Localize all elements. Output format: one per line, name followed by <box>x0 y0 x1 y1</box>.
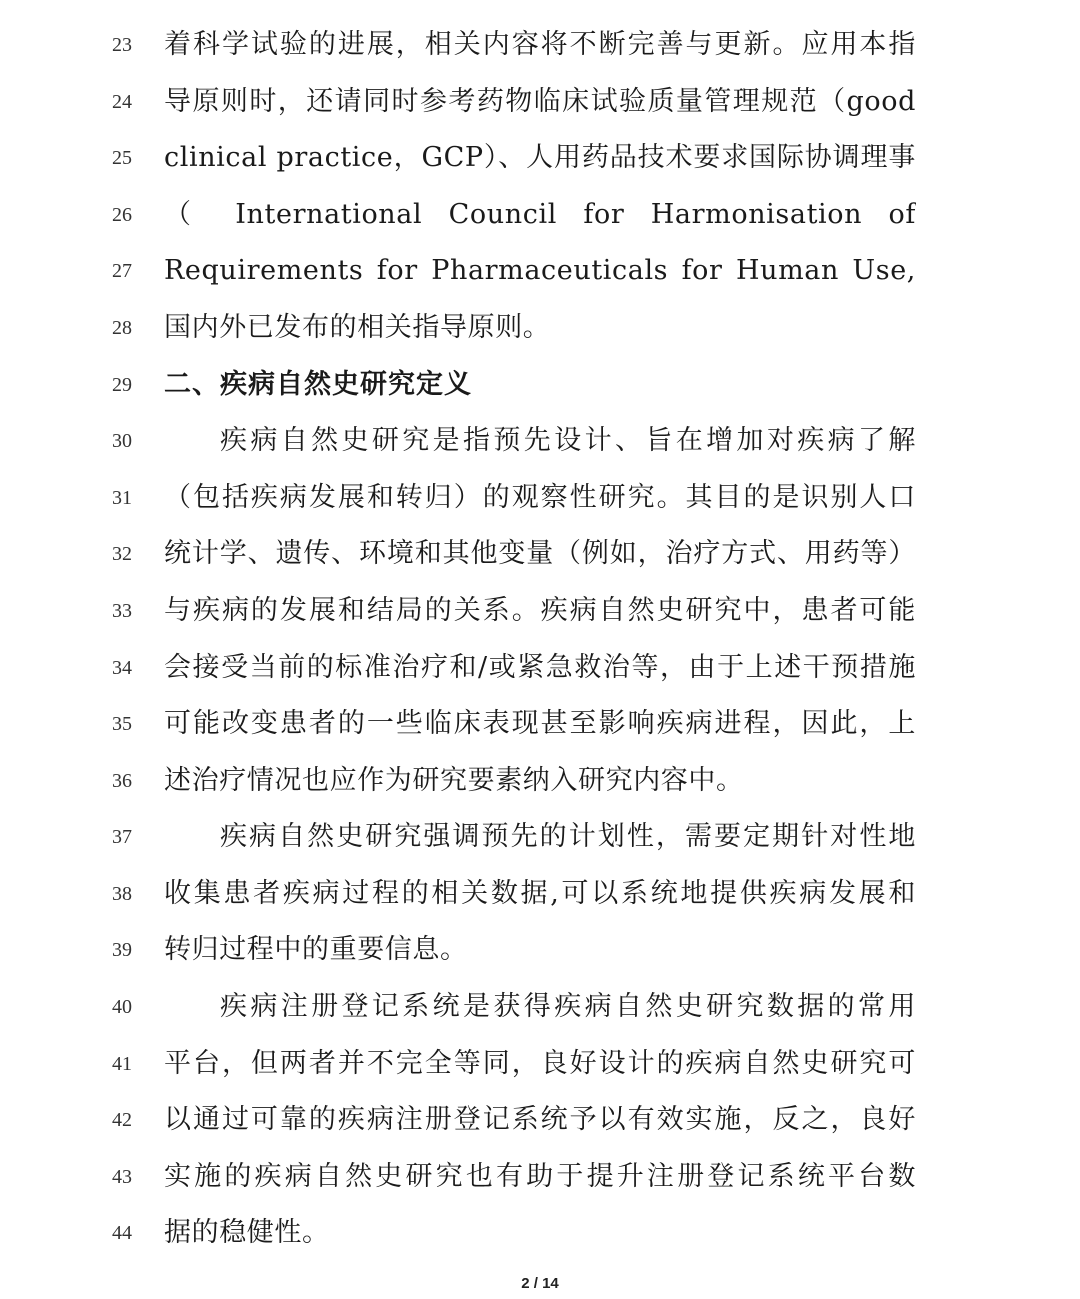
text-line <box>0 1149 1080 1205</box>
line-text: （ International Council for Harmonisation of <box>164 199 916 230</box>
text-line <box>0 17 1080 73</box>
line-number: 44 <box>112 1222 132 1244</box>
line-number: 32 <box>112 543 132 565</box>
text-line <box>0 526 1080 582</box>
text-line <box>0 1036 1080 1092</box>
text-line <box>0 979 1080 1035</box>
text-line <box>0 753 1080 809</box>
text-line <box>0 1205 1080 1261</box>
text-line <box>0 300 1080 356</box>
line-text: clinical practice，GCP）、人用药品技术要求国际协调理事 <box>164 142 916 173</box>
line-number: 37 <box>112 826 132 848</box>
line-number: 25 <box>112 147 132 169</box>
text-line <box>0 640 1080 696</box>
page-number: 2 / 14 <box>521 1275 559 1292</box>
line-number: 28 <box>112 317 132 339</box>
line-number: 26 <box>112 204 132 226</box>
line-text: 疾病注册登记系统是获得疾病自然史研究数据的常用 <box>220 991 916 1022</box>
line-text: 着科学试验的进展，相关内容将不断完善与更新。应用本指 <box>164 29 916 60</box>
line-number: 39 <box>112 939 132 961</box>
text-line <box>0 74 1080 130</box>
line-text: 实施的疾病自然史研究也有助于提升注册登记系统平台数 <box>164 1161 916 1192</box>
section-heading: 二、疾病自然史研究定义 <box>164 369 472 400</box>
line-number: 24 <box>112 91 132 113</box>
line-number: 34 <box>112 657 132 679</box>
line-text: 与疾病的发展和结局的关系。疾病自然史研究中，患者可能 <box>164 595 916 626</box>
line-number: 40 <box>112 996 132 1018</box>
text-line <box>0 809 1080 865</box>
line-text: 统计学、遗传、环境和其他变量（例如，治疗方式、用药等） <box>164 538 916 569</box>
section-heading-line <box>0 357 1080 413</box>
line-text: 可能改变患者的一些临床表现甚至影响疾病进程，因此，上 <box>164 708 916 739</box>
line-text: 会接受当前的标准治疗和/或紧急救治等，由于上述干预措施 <box>164 652 916 683</box>
line-text: 平台，但两者并不完全等同，良好设计的疾病自然史研究可 <box>164 1048 916 1079</box>
line-number: 42 <box>112 1109 132 1131</box>
line-text: 疾病自然史研究强调预先的计划性，需要定期针对性地 <box>220 821 916 852</box>
line-number: 35 <box>112 713 132 735</box>
text-line <box>0 583 1080 639</box>
line-number: 41 <box>112 1053 132 1075</box>
text-line <box>0 243 1080 299</box>
line-number: 30 <box>112 430 132 452</box>
line-text: Requirements for Pharmaceuticals for Human Use, <box>164 255 916 286</box>
line-text: 转归过程中的重要信息。 <box>164 934 468 965</box>
line-number: 23 <box>112 34 132 56</box>
text-line <box>0 696 1080 752</box>
line-number: 38 <box>112 883 132 905</box>
text-line <box>0 413 1080 469</box>
line-text: 疾病自然史研究是指预先设计、旨在增加对疾病了解 <box>220 425 916 456</box>
line-number: 33 <box>112 600 132 622</box>
line-number: 29 <box>112 374 132 396</box>
text-line <box>0 470 1080 526</box>
line-text: 以通过可靠的疾病注册登记系统予以有效实施，反之，良好 <box>164 1104 916 1135</box>
line-text: （包括疾病发展和转归）的观察性研究。其目的是识别人口 <box>164 482 916 513</box>
line-number: 43 <box>112 1166 132 1188</box>
text-line <box>0 922 1080 978</box>
line-text: 收集患者疾病过程的相关数据,可以系统地提供疾病发展和 <box>164 878 916 909</box>
line-number: 36 <box>112 770 132 792</box>
line-text: 导原则时，还请同时参考药物临床试验质量管理规范（good <box>164 86 916 117</box>
line-number: 27 <box>112 260 132 282</box>
text-line <box>0 130 1080 186</box>
text-line <box>0 1092 1080 1148</box>
text-line <box>0 866 1080 922</box>
line-text: 据的稳健性。 <box>164 1217 330 1248</box>
line-text: 述治疗情况也应作为研究要素纳入研究内容中。 <box>164 765 744 796</box>
line-text: 国内外已发布的相关指导原则。 <box>164 312 551 343</box>
line-number: 31 <box>112 487 132 509</box>
text-line <box>0 187 1080 243</box>
